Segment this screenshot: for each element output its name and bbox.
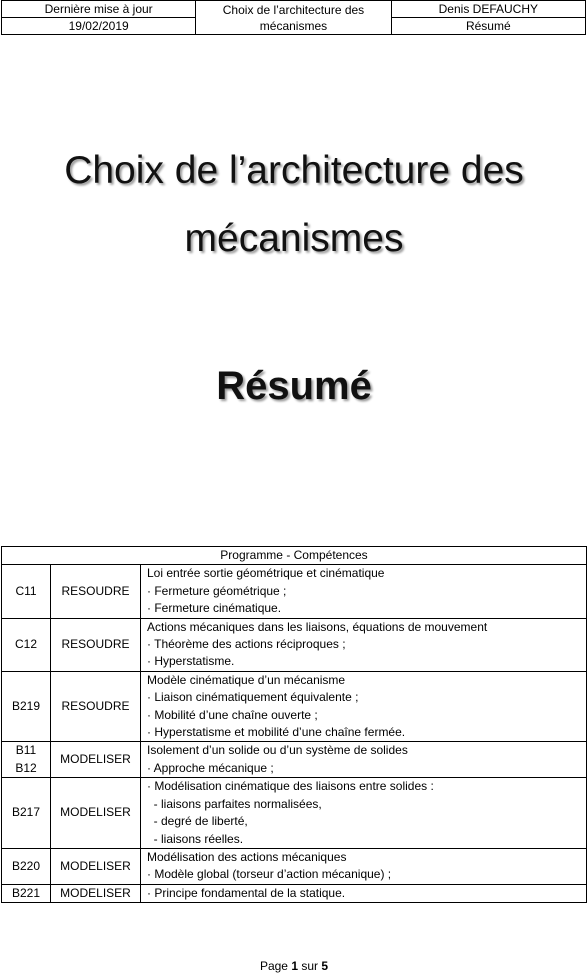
competence-code-text: C12 (14, 637, 37, 652)
table-row (2, 884, 587, 902)
program-rows (2, 565, 587, 903)
competence-description (141, 778, 587, 849)
competence-code (2, 884, 51, 902)
competence-code-text-2: B12 (15, 760, 37, 775)
header-section: Résumé (391, 18, 585, 35)
page-header (1, 0, 586, 35)
competence-category: MODELISER (51, 848, 141, 884)
competence-code (2, 565, 51, 618)
page-total: 5 (321, 959, 329, 973)
competence-description (141, 618, 587, 671)
author-name: Denis DEFAUCHY (391, 1, 585, 18)
competence-description (141, 565, 587, 618)
competence-code (2, 618, 51, 671)
description-line: Isolement d’un solide ou d’un système de solides (147, 743, 408, 758)
description-line: · Fermeture géométrique ; (147, 583, 287, 598)
description-line: · Approche mécanique ; (147, 760, 274, 775)
table-row (2, 618, 587, 671)
page-number (0, 959, 588, 973)
competence-category: MODELISER (51, 884, 141, 902)
description-line: · Modèle global (torseur d’action mécanique) ; (147, 867, 392, 882)
page-prefix: Page (259, 959, 288, 973)
competence-code-text: B217 (11, 805, 41, 820)
competence-category: RESOUDRE (51, 671, 141, 742)
document-subtitle: Résumé (216, 364, 372, 408)
header-doc-title (196, 1, 391, 35)
table-row (2, 778, 587, 849)
document-title-line2: mécanismes (184, 217, 404, 260)
competence-description (141, 848, 587, 884)
competence-code (2, 742, 51, 778)
updated-label: Dernière mise à jour (2, 1, 196, 18)
competence-code (2, 671, 51, 742)
updated-date: 19/02/2019 (2, 18, 196, 35)
description-line: Modèle cinématique d’un mécanisme (147, 672, 346, 687)
document-title-line1: Choix de l’architecture des (64, 149, 524, 192)
competence-category: RESOUDRE (51, 618, 141, 671)
competence-code-text: C11 (15, 583, 37, 598)
description-line: Modélisation des actions mécaniques (147, 849, 347, 864)
page-current: 1 (291, 959, 298, 973)
competence-description (141, 884, 587, 902)
competence-code-text: B221 (11, 885, 41, 900)
competence-code-text: B220 (11, 858, 41, 873)
competence-code-text: B11 (15, 743, 37, 758)
competence-code (2, 778, 51, 849)
description-line: - liaisons parfaites normalisées, (147, 796, 322, 811)
description-line: - liaisons réelles. (147, 831, 244, 846)
description-line: · Mobilité d’une chaîne ouverte ; (147, 707, 318, 722)
competence-category: MODELISER (51, 742, 141, 778)
program-table (1, 546, 587, 903)
competence-category: RESOUDRE (51, 565, 141, 618)
competence-description (141, 671, 587, 742)
table-row (2, 848, 587, 884)
document-title (0, 137, 588, 273)
program-heading: Programme - Compétences (2, 547, 587, 565)
description-line: · Modélisation cinématique des liaisons entre solides : (147, 779, 434, 794)
competence-description (141, 742, 587, 778)
competence-code (2, 848, 51, 884)
description-line: Actions mécaniques dans les liaisons, équations de mouvement (147, 619, 488, 634)
competence-category: MODELISER (51, 778, 141, 849)
description-line: · Théorème des actions réciproques ; (147, 637, 346, 652)
table-row (2, 565, 587, 618)
description-line: - degré de liberté, (147, 814, 248, 829)
table-row (2, 671, 587, 742)
description-line: · Principe fondamental de la statique. (147, 885, 346, 900)
header-doc-title-line2: mécanismes (259, 18, 328, 33)
description-line: · Fermeture cinématique. (147, 601, 282, 616)
table-row (2, 742, 587, 778)
header-doc-title-line1: Choix de l’architecture des (222, 2, 365, 17)
description-line: Loi entrée sortie géométrique et cinématique (147, 566, 385, 581)
description-line: · Hyperstatisme et mobilité d’une chaîne fermée. (147, 725, 406, 740)
competence-code-text: B219 (11, 698, 41, 713)
description-line: · Liaison cinématiquement équivalente ; (147, 690, 359, 705)
description-line: · Hyperstatisme. (147, 654, 235, 669)
page-middle: sur (301, 959, 319, 973)
